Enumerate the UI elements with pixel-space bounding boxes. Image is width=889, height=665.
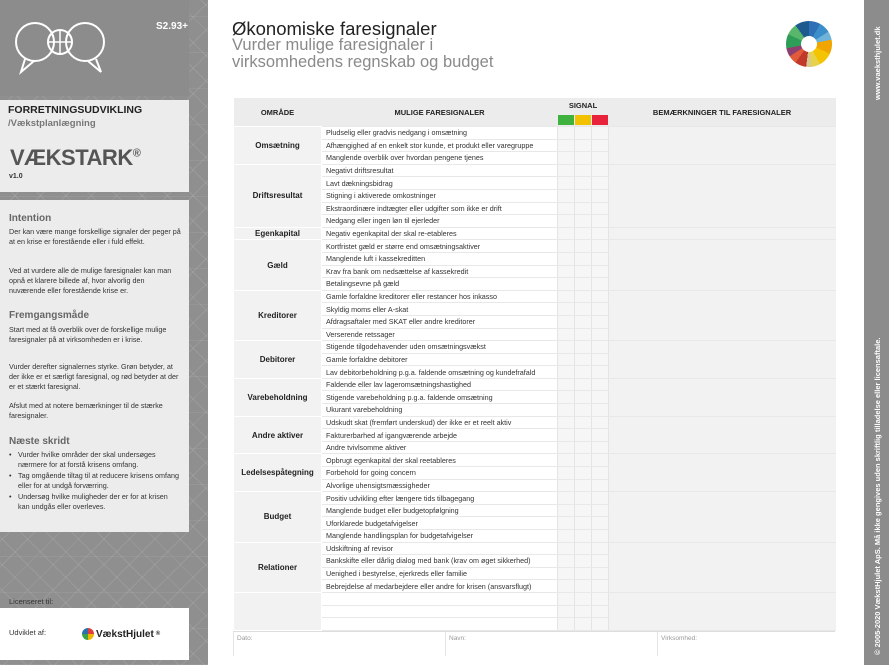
signal-item-cell (322, 592, 558, 605)
signal-item-cell: Ekstraordinære indtægter eller udgifter som ikke er drift (322, 202, 558, 215)
intention-text-2: Ved at vurdere alle de mulige faresignaler kan man opnå et klarere billede af, hvor alvorlig den nuværende eller forestående krise er. (9, 266, 172, 295)
area-cell: Relationer (234, 542, 322, 592)
signal-item-cell (322, 618, 558, 631)
page-title: Økonomiske faresignaler (232, 18, 437, 39)
signal-red-cell[interactable] (592, 177, 609, 190)
remarks-cell[interactable] (609, 492, 836, 542)
signal-green-cell[interactable] (558, 328, 575, 341)
signal-yellow-cell[interactable] (575, 429, 592, 442)
signal-yellow-cell[interactable] (575, 504, 592, 517)
signal-item-cell: Nedgang eller ingen løn til ejerleder (322, 215, 558, 228)
signal-item-cell: Faldende eller lav lageromsætningshastighed (322, 378, 558, 391)
footer-fields (233, 631, 835, 656)
date-field[interactable]: Dato: (233, 632, 445, 656)
signal-yellow-cell[interactable] (575, 492, 592, 505)
signal-red-cell[interactable] (592, 391, 609, 404)
signal-green-cell[interactable] (558, 164, 575, 177)
signal-item-cell: Andre tvivlsomme aktiver (322, 441, 558, 454)
remarks-cell[interactable] (609, 416, 836, 454)
signal-yellow-cell[interactable] (575, 177, 592, 190)
area-cell: Driftsresultat (234, 164, 322, 227)
signal-green-cell[interactable] (558, 215, 575, 228)
signal-red-cell[interactable] (592, 567, 609, 580)
signal-green-cell[interactable] (558, 278, 575, 291)
signal-red-cell[interactable] (592, 328, 609, 341)
signal-yellow-cell[interactable] (575, 479, 592, 492)
signal-item-cell: Uenighed i bestyrelse, ejerkreds eller familie (322, 567, 558, 580)
signal-green-cell[interactable] (558, 605, 575, 618)
signal-red-cell[interactable] (592, 265, 609, 278)
signal-item-cell: Bebrejdelse af medarbejdere eller andre for krisen (ansvarsflugt) (322, 580, 558, 593)
signals-table (233, 98, 836, 631)
signal-item-cell: Lavt dækningsbidrag (322, 177, 558, 190)
signal-yellow-cell[interactable] (575, 391, 592, 404)
table-row (234, 127, 836, 140)
vaeksthjulet-logo: VækstHjulet ® (82, 628, 160, 640)
signal-yellow-cell[interactable] (575, 278, 592, 291)
signal-item-cell: Alvorlige uhensigtsmæssigheder (322, 479, 558, 492)
developed-by-label: Udviklet af: (9, 628, 47, 637)
signal-green-cell[interactable] (558, 240, 575, 253)
signal-red-cell[interactable] (592, 605, 609, 618)
method-text: Start med at få overblik over de forskellige mulige faresignaler på at virksomheden er i krise. (9, 325, 167, 344)
signal-red-cell[interactable] (592, 404, 609, 417)
signal-red-cell[interactable] (592, 592, 609, 605)
table-row (234, 592, 836, 605)
next-steps-title: Næste skridt (9, 436, 70, 447)
signal-item-cell: Pludselig eller gradvis nedgang i omsætning (322, 127, 558, 140)
signal-red-cell[interactable] (592, 127, 609, 140)
signal-yellow-chip (575, 115, 591, 125)
signal-red-cell[interactable] (592, 202, 609, 215)
signal-green-cell[interactable] (558, 202, 575, 215)
signal-yellow-cell[interactable] (575, 290, 592, 303)
signal-green-cell[interactable] (558, 542, 575, 555)
growth-wheel-icon (786, 21, 832, 67)
signal-item-cell: Manglende luft i kassekreditten (322, 252, 558, 265)
signal-yellow-cell[interactable] (575, 592, 592, 605)
signal-item-cell: Stigende tilgodehavender uden omsætningsvækst (322, 341, 558, 354)
signal-red-cell[interactable] (592, 467, 609, 480)
signal-green-cell[interactable] (558, 416, 575, 429)
signal-yellow-cell[interactable] (575, 404, 592, 417)
signal-green-cell[interactable] (558, 567, 575, 580)
copyright-text: © 2005-2020 VækstHjulet ApS. Må ikke gengives uden skriftlig tilladelse eller licensaftale. (873, 337, 882, 655)
signal-item-cell: Skyldig moms eller A-skat (322, 303, 558, 316)
signal-yellow-cell[interactable] (575, 353, 592, 366)
signal-red-cell[interactable] (592, 416, 609, 429)
version-code: S2.93+ (156, 21, 188, 32)
remarks-cell[interactable] (609, 341, 836, 379)
signal-green-cell[interactable] (558, 504, 575, 517)
signal-yellow-cell[interactable] (575, 303, 592, 316)
signal-green-cell[interactable] (558, 177, 575, 190)
signal-green-cell[interactable] (558, 618, 575, 631)
signal-yellow-cell[interactable] (575, 517, 592, 530)
signal-green-cell[interactable] (558, 592, 575, 605)
signal-red-cell[interactable] (592, 492, 609, 505)
signal-yellow-cell[interactable] (575, 605, 592, 618)
signal-item-cell: Krav fra bank om nedsættelse af kassekredit (322, 265, 558, 278)
signal-item-cell: Negativ egenkapital der skal re-etableres (322, 227, 558, 240)
table-row (234, 492, 836, 505)
signal-yellow-cell[interactable] (575, 215, 592, 228)
signal-red-cell[interactable] (592, 252, 609, 265)
table-row (234, 227, 836, 240)
table-row (234, 341, 836, 354)
logo-wheel-icon (82, 628, 94, 640)
area-cell: Kreditorer (234, 290, 322, 340)
signal-yellow-cell[interactable] (575, 555, 592, 568)
signal-item-cell: Afdragsaftaler med SKAT eller andre kreditorer (322, 315, 558, 328)
remarks-cell[interactable] (609, 454, 836, 492)
area-cell: Egenkapital (234, 227, 322, 240)
signal-red-chip (592, 115, 608, 125)
signal-green-cell[interactable] (558, 341, 575, 354)
signal-red-cell[interactable] (592, 517, 609, 530)
signal-yellow-cell[interactable] (575, 265, 592, 278)
signal-item-cell: Lav debitorbeholdning p.g.a. faldende omsætning og kundefrafald (322, 366, 558, 379)
table-row (234, 378, 836, 391)
area-cell: Ledelsespåtegning (234, 454, 322, 492)
signal-item-cell: Kortfristet gæld er større end omsætningsaktiver (322, 240, 558, 253)
table-row (234, 290, 836, 303)
area-cell: Budget (234, 492, 322, 542)
signal-red-cell[interactable] (592, 378, 609, 391)
area-cell: Andre aktiver (234, 416, 322, 454)
remarks-cell[interactable] (609, 592, 836, 630)
signal-green-cell[interactable] (558, 454, 575, 467)
signal-item-cell: Stigning i aktiverede omkostninger (322, 189, 558, 202)
signal-item-cell: Gamle forfaldne debitorer (322, 353, 558, 366)
signal-red-cell[interactable] (592, 555, 609, 568)
signal-red-cell[interactable] (592, 290, 609, 303)
company-field[interactable]: Virksomhed: (657, 632, 835, 656)
signal-green-cell[interactable] (558, 265, 575, 278)
signal-red-cell[interactable] (592, 618, 609, 631)
signal-green-cell[interactable] (558, 517, 575, 530)
signal-red-cell[interactable] (592, 164, 609, 177)
remarks-cell[interactable] (609, 127, 836, 165)
signal-red-cell[interactable] (592, 429, 609, 442)
signal-green-cell[interactable] (558, 290, 575, 303)
licensed-to-field[interactable] (0, 608, 189, 624)
licensed-to-label: Licenseret til: (9, 597, 54, 606)
signal-item-cell: Betalingsevne på gæld (322, 278, 558, 291)
signal-green-cell[interactable] (558, 366, 575, 379)
signal-green-cell[interactable] (558, 467, 575, 480)
signal-red-cell[interactable] (592, 303, 609, 316)
signal-green-cell[interactable] (558, 555, 575, 568)
table-row (234, 542, 836, 555)
brand-name: VÆKSTARK® (10, 145, 141, 170)
table-row (234, 454, 836, 467)
module-subcategory: /Vækstplanlægning (8, 118, 96, 129)
website-text: www.vaeksthjulet.dk (873, 26, 882, 100)
remarks-cell[interactable] (609, 164, 836, 227)
signal-yellow-cell[interactable] (575, 227, 592, 240)
signal-yellow-cell[interactable] (575, 378, 592, 391)
signal-item-cell: Negativt driftsresultat (322, 164, 558, 177)
next-step-item: • Tag omgående tiltag til at reducere krisens omfang eller for at undgå forværring. (9, 471, 181, 491)
signal-yellow-cell[interactable] (575, 467, 592, 480)
signal-red-cell[interactable] (592, 215, 609, 228)
signal-item-cell: Manglende handlingsplan for budgetafvigelser (322, 530, 558, 543)
remarks-cell[interactable] (609, 240, 836, 290)
signal-yellow-cell[interactable] (575, 530, 592, 543)
signal-item-cell: Uforklarede budgetafvigelser (322, 517, 558, 530)
signal-green-chip (558, 115, 574, 125)
area-cell: Varebeholdning (234, 378, 322, 416)
signals-header: MULIGE FARESIGNALER (322, 98, 558, 127)
signal-yellow-cell[interactable] (575, 542, 592, 555)
signal-red-cell[interactable] (592, 341, 609, 354)
area-cell: Gæld (234, 240, 322, 290)
sheet-header-box (0, 0, 189, 96)
signal-red-cell[interactable] (592, 227, 609, 240)
signal-item-cell: Manglende overblik over hvordan pengene tjenes (322, 152, 558, 165)
signal-yellow-cell[interactable] (575, 341, 592, 354)
area-cell (234, 592, 322, 630)
signal-yellow-cell[interactable] (575, 567, 592, 580)
signal-yellow-cell[interactable] (575, 366, 592, 379)
signal-yellow-cell[interactable] (575, 240, 592, 253)
signal-red-cell[interactable] (592, 366, 609, 379)
signal-item-cell (322, 605, 558, 618)
remarks-header: BEMÆRKNINGER TIL FARESIGNALER (609, 98, 836, 127)
signal-yellow-cell[interactable] (575, 416, 592, 429)
signal-item-cell: Gamle forfaldne kreditorer eller restancer hos inkasso (322, 290, 558, 303)
signal-yellow-cell[interactable] (575, 252, 592, 265)
signal-green-cell[interactable] (558, 227, 575, 240)
name-field[interactable]: Navn: (445, 632, 657, 656)
signal-item-cell: Forbehold for going concern (322, 467, 558, 480)
signal-item-cell: Opbrugt egenkapital der skal reetableres (322, 454, 558, 467)
signal-green-cell[interactable] (558, 404, 575, 417)
module-category: FORRETNINGSUDVIKLING (8, 104, 143, 116)
signal-red-cell[interactable] (592, 441, 609, 454)
signal-header: SIGNAL (558, 98, 609, 127)
signal-item-cell: Udskudt skat (fremført underskud) der ikke er et reelt aktiv (322, 416, 558, 429)
signal-yellow-cell[interactable] (575, 202, 592, 215)
signal-red-cell[interactable] (592, 530, 609, 543)
next-step-item: • Undersøg hvilke muligheder der er for at krisen kan undgås eller overleves. (9, 492, 181, 512)
signal-green-cell[interactable] (558, 479, 575, 492)
intention-text: Der kan være mange forskellige signaler der peger på at en krise er forestående eller i fuld effekt. (9, 227, 181, 246)
remarks-cell[interactable] (609, 542, 836, 592)
page-subtitle: Vurder mulige faresignaler i virksomhedens regnskab og budget (232, 36, 494, 71)
signal-yellow-cell[interactable] (575, 454, 592, 467)
signal-yellow-cell[interactable] (575, 164, 592, 177)
intention-title: Intention (9, 213, 52, 224)
signal-green-cell[interactable] (558, 441, 575, 454)
table-row (234, 164, 836, 177)
table-row (234, 240, 836, 253)
signal-green-cell[interactable] (558, 429, 575, 442)
remarks-cell[interactable] (609, 290, 836, 340)
area-cell: Omsætning (234, 127, 322, 165)
signal-red-cell[interactable] (592, 542, 609, 555)
signal-red-cell[interactable] (592, 240, 609, 253)
signal-green-cell[interactable] (558, 580, 575, 593)
table-row (234, 416, 836, 429)
signal-red-cell[interactable] (592, 315, 609, 328)
signal-item-cell: Ukurant varebeholdning (322, 404, 558, 417)
signal-red-cell[interactable] (592, 479, 609, 492)
next-step-item: • Vurder hvilke områder der skal undersøges nærmere for at forstå krisens omfang. (9, 450, 181, 470)
signals-table-body (234, 127, 836, 631)
signal-item-cell: Manglende budget eller budgetopfølgning (322, 504, 558, 517)
signal-green-cell[interactable] (558, 139, 575, 152)
signal-green-cell[interactable] (558, 252, 575, 265)
signal-red-cell[interactable] (592, 152, 609, 165)
brand-version: v1.0 (9, 173, 23, 180)
signal-green-cell[interactable] (558, 303, 575, 316)
area-cell: Debitorer (234, 341, 322, 379)
signal-green-cell[interactable] (558, 127, 575, 140)
signal-item-cell: Bankskifte eller dårlig dialog med bank (krav om øget sikkerhed) (322, 555, 558, 568)
right-info-bar (864, 0, 889, 665)
signal-yellow-cell[interactable] (575, 328, 592, 341)
method-text-2: Vurder derefter signalernes styrke. Grøn betyder, at der ikke er et særligt faresignal, og rød betyder at der er et stærkt faresignal. (9, 362, 179, 391)
signal-yellow-cell[interactable] (575, 189, 592, 202)
signal-item-cell: Verserende retssager (322, 328, 558, 341)
remarks-cell[interactable] (609, 378, 836, 416)
next-steps-list (9, 450, 181, 513)
signal-red-cell[interactable] (592, 278, 609, 291)
signal-yellow-cell[interactable] (575, 127, 592, 140)
signal-red-cell[interactable] (592, 504, 609, 517)
method-title: Fremgangsmåde (9, 310, 90, 321)
signal-item-cell: Positiv udvikling efter længere tids tilbagegang (322, 492, 558, 505)
signal-green-cell[interactable] (558, 530, 575, 543)
signal-item-cell: Fakturerbarhed af igangværende arbejde (322, 429, 558, 442)
signal-yellow-cell[interactable] (575, 315, 592, 328)
remarks-cell[interactable] (609, 227, 836, 240)
signal-red-cell[interactable] (592, 353, 609, 366)
signal-green-cell[interactable] (558, 353, 575, 366)
signal-red-cell[interactable] (592, 189, 609, 202)
signal-red-cell[interactable] (592, 454, 609, 467)
signal-red-cell[interactable] (592, 139, 609, 152)
signal-yellow-cell[interactable] (575, 152, 592, 165)
signal-yellow-cell[interactable] (575, 139, 592, 152)
signal-red-cell[interactable] (592, 580, 609, 593)
method-text-3: Afslut med at notere bemærkninger til de stærke faresignaler. (9, 401, 163, 420)
signal-item-cell: Udskiftning af revisor (322, 542, 558, 555)
signal-green-cell[interactable] (558, 492, 575, 505)
speech-bubbles-logo-icon (8, 12, 118, 82)
signal-green-cell[interactable] (558, 189, 575, 202)
signal-yellow-cell[interactable] (575, 441, 592, 454)
signal-green-cell[interactable] (558, 391, 575, 404)
signal-green-cell[interactable] (558, 315, 575, 328)
area-header: OMRÅDE (234, 98, 322, 127)
signal-yellow-cell[interactable] (575, 580, 592, 593)
signal-green-cell[interactable] (558, 152, 575, 165)
signal-item-cell: Afhængighed af en enkelt stor kunde, et produkt eller varegruppe (322, 139, 558, 152)
signal-item-cell: Stigende varebeholdning p.g.a. faldende omsætning (322, 391, 558, 404)
signal-green-cell[interactable] (558, 378, 575, 391)
signal-yellow-cell[interactable] (575, 618, 592, 631)
